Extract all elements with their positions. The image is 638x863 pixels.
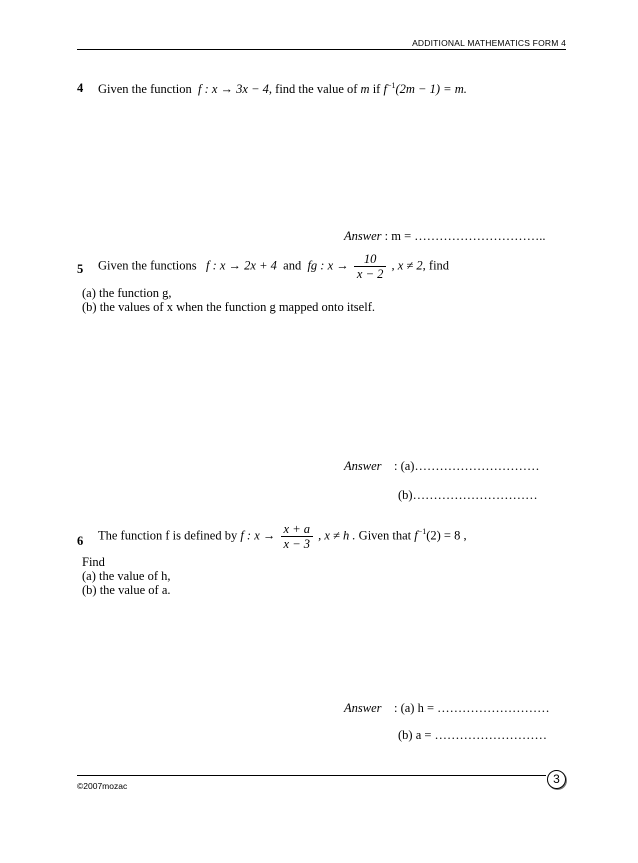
q5-function-fg: fg : x → [307,258,349,273]
question-6-answer-a [344,701,550,716]
q6-find: Find [82,555,105,569]
question-6-number: 6 [77,534,84,548]
question-4-answer [344,229,546,244]
q4-text-a: Given the function [98,82,192,97]
q5-and: and [283,258,302,273]
q6-condition: , x ≠ h . [318,528,356,543]
q6-part-a: (a) the value of h, [82,569,171,583]
page-header: ADDITIONAL MATHEMATICS FORM 4 [412,38,566,48]
question-4-number: 4 [77,81,84,95]
q6-fraction [281,522,313,551]
header-rule [77,49,566,50]
q4-function: f : x → 3x − 4 [197,82,269,97]
q5-answer-b-line: (b)………………………… [398,488,538,502]
q5-answer-label: Answer [344,459,382,473]
q5-frac-num: 10 [354,252,386,267]
q5-frac-den: x − 2 [356,267,384,281]
question-5-number: 5 [77,262,84,276]
footer-rule [77,775,546,776]
q5-condition: , x ≠ 2, [391,258,426,273]
q4-expr-sup: −1 [386,81,396,90]
q6-function: f : x → [240,528,276,543]
q6-answer-b-line: (b) a = ……………………… [398,728,548,742]
q6-answer-a-line: : (a) h = ……………………… [394,701,550,715]
copyright: ©2007mozac [77,781,128,791]
q6-part-b: (b) the value of a. [82,583,171,597]
q5-find: find [428,258,450,273]
q4-expr-f: f [383,82,387,97]
q4-text-b: , find the value of [268,82,358,97]
question-5-text [98,252,449,281]
q6-answer-label: Answer [344,701,382,715]
q6-expr-sup: −1 [417,527,427,537]
q5-function-f: f : x → 2x + 4 [205,258,277,273]
q4-expr-rest: (2m − 1) = m. [395,82,467,97]
q5-part-b: (b) the values of x when the function g mapped onto itself. [82,300,375,314]
question-6-text [98,522,467,551]
q4-answer-label: Answer [344,229,382,243]
question-5-answer-a [344,459,539,474]
q6-frac-den: x − 3 [283,537,310,551]
q4-var-m: m [360,82,370,97]
q6-text-a: The function f is defined by [98,528,238,543]
question-4-text [98,81,467,97]
q5-text-a: Given the functions [98,258,197,273]
q6-text-b: Given that [358,528,412,543]
q6-expr-rest: (2) = 8 , [426,528,467,543]
q6-expr-f: f [414,528,418,543]
q4-text-c: if [372,82,381,97]
page-number-badge: 3 [547,770,566,789]
q6-frac-num: x + a [281,522,313,537]
q5-part-a: (a) the function g, [82,286,172,300]
q5-answer-a-line: : (a)………………………… [394,459,540,473]
q5-fraction [354,252,386,281]
q4-answer-line: : m = ………………………….. [384,229,546,243]
